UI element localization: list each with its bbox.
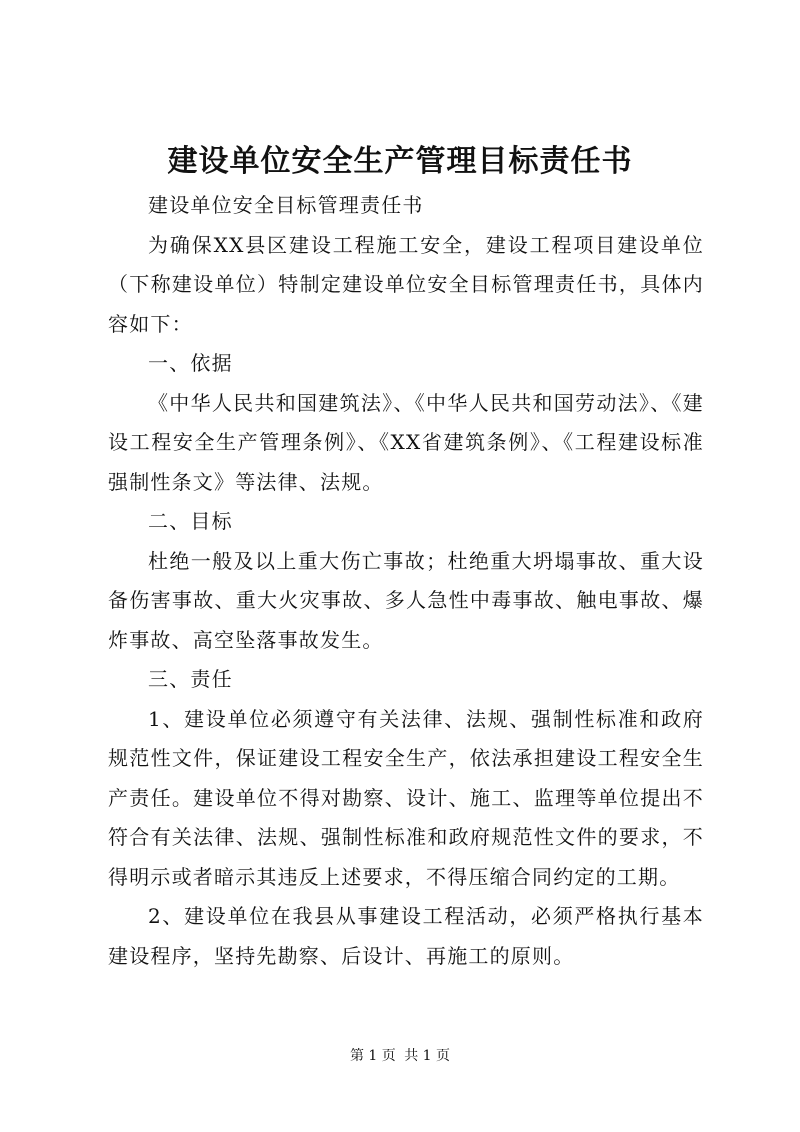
page-footer [0, 1046, 800, 1066]
section-heading-basis: 一、依据 [148, 351, 233, 375]
page-number: 第 1 页 [349, 1048, 396, 1064]
goal-paragraph: 杜绝一般及以上重大伤亡事故；杜绝重大坍塌事故、重大设备伤害事故、重大火灾事故、多人急性中毒事故、触电事故、爆炸事故、高空坠落事故发生。 [108, 548, 704, 652]
responsibility-item-1: 1、建设单位必须遵守有关法律、法规、强制性标准和政府规范性文件，保证建设工程安全生产，依法承担建设工程安全生产责任。建设单位不得对勘察、设计、施工、监理等单位提出不符合有关法律、法规、强制性标准和政府规范性文件的要求，不得明示或者暗示其违反上述要求，不得压缩合同约定的工期。 [108, 706, 704, 889]
section-heading-goal: 二、目标 [148, 509, 233, 533]
subtitle-paragraph: 建设单位安全目标管理责任书 [148, 193, 424, 217]
document-title: 建设单位安全生产管理目标责任书 [167, 144, 633, 179]
basis-paragraph: 《中华人民共和国建筑法》、《中华人民共和国劳动法》、《建设工程安全生产管理条例》、《XX省建筑条例》、《工程建设标准强制性条文》等法律、法规。 [108, 390, 704, 494]
document-body [108, 186, 704, 976]
page-total: 共 1 页 [404, 1048, 451, 1064]
intro-paragraph: 为确保XX县区建设工程施工安全，建设工程项目建设单位（下称建设单位）特制定建设单位安全目标管理责任书，具体内容如下： [108, 232, 704, 336]
responsibility-item-2: 2、建设单位在我县从事建设工程活动，必须严格执行基本建设程序，坚持先勘察、后设计、再施工的原则。 [108, 904, 704, 968]
section-heading-responsibility: 三、责任 [148, 667, 233, 691]
